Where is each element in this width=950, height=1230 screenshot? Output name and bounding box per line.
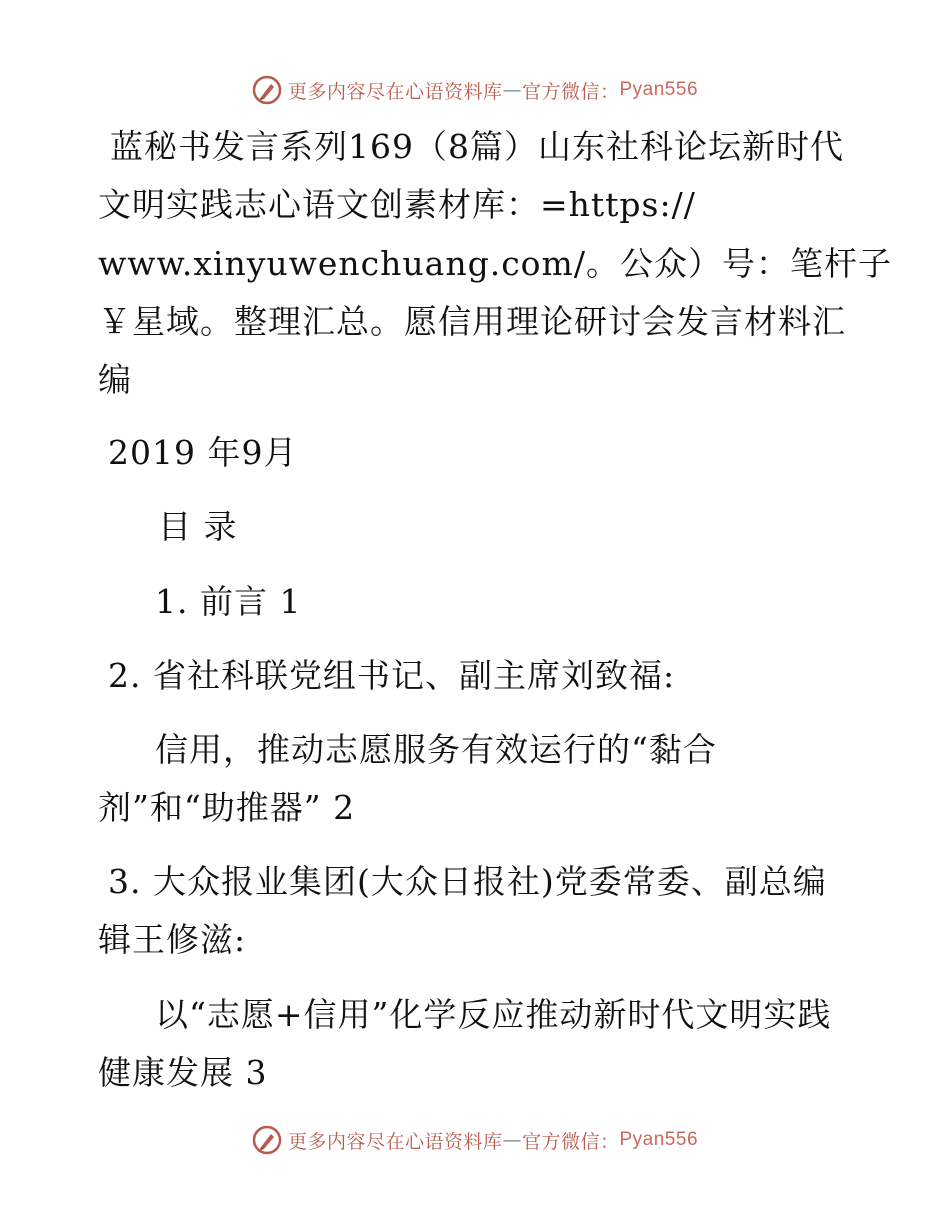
watermark-wechat-id: Pyan556 [619, 79, 699, 100]
document-date: 2019 年9月 [108, 433, 298, 472]
watermark-wechat-label: 官方微信： [521, 1130, 620, 1153]
toc-item-3-line-4: 健康发展 3 [98, 1053, 268, 1092]
title-line-3: www.xinyuwenchuang.com/。公众）号：笔杆子 [98, 244, 892, 283]
toc-item-2-line-2: 信用，推动志愿服务有效运行的“黏合 [155, 730, 717, 769]
watermark-footer [0, 1120, 950, 1160]
title-line-1: 蓝秘书发言系列169（8篇）山东社科论坛新时代 [110, 127, 844, 166]
toc-item-3-line-1: 3. 大众报业集团(大众日报社)党委常委、副总编 [108, 862, 827, 901]
toc-item-1: 1. 前言 1 [155, 582, 302, 621]
toc-item-2-line-1: 2. 省社科联党组书记、副主席刘致福: [108, 656, 676, 695]
watermark-dash: — [502, 1129, 522, 1151]
title-line-5: 编 [98, 360, 132, 399]
watermark-main-text: 更多内容尽在心语资料库 [287, 80, 503, 103]
toc-heading: 目 录 [158, 507, 238, 546]
pen-logo-icon [252, 1125, 282, 1155]
toc-item-2-line-3: 剂”和“助推器” 2 [98, 788, 356, 827]
watermark-wechat-id: Pyan556 [619, 1129, 699, 1150]
toc-item-3-line-3: 以“志愿+信用”化学反应推动新时代文明实践 [155, 995, 832, 1034]
toc-item-3-line-2: 辑王修滋: [98, 920, 247, 959]
pen-logo-icon [252, 75, 282, 105]
watermark-main-text: 更多内容尽在心语资料库 [287, 1130, 503, 1153]
watermark-dash: — [502, 79, 522, 101]
watermark-header [0, 70, 950, 110]
title-line-4: ￥星域。整理汇总。愿信用理论研讨会发言材料汇 [98, 302, 846, 341]
watermark-wechat-label: 官方微信： [521, 80, 620, 103]
title-line-2: 文明实践志心语文创素材库：=https:// [98, 185, 696, 224]
